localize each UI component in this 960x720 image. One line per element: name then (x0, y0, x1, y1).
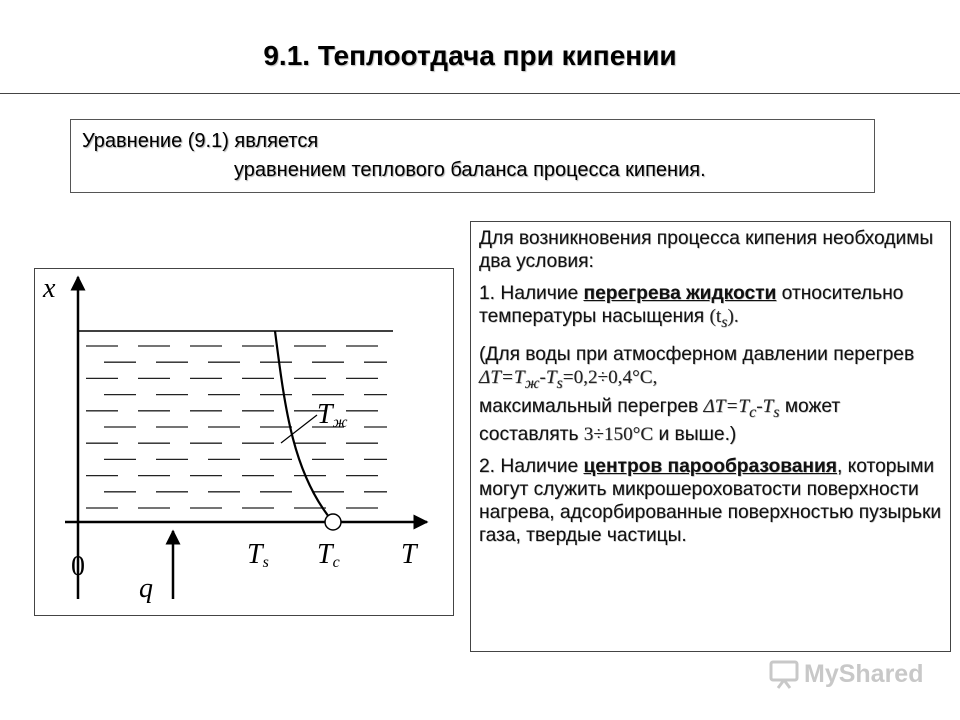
origin-label: 0 (71, 551, 85, 582)
conditions-intro: Для возникновения процесса кипения необходимы два условия: (479, 228, 934, 272)
equation-box (70, 119, 875, 193)
wall-temperature-point (325, 514, 341, 530)
ts-label: $T_s$ (247, 539, 269, 571)
myshared-watermark[interactable] (768, 654, 923, 694)
water-superheat-note: (Для воды при атмосферном давлении перегрев $\Delta T=T_ж-T_s=0,2\div 0,4^\circ C$, максимальный перегрев $\Delta T=T_c-T_s$ может составлять 3÷150°C и выше.) (479, 343, 915, 446)
presentation-board-icon (768, 658, 800, 690)
tliq-leader-line (281, 415, 317, 443)
condition-1: 1. Наличие перегрева жидкости относительно температуры насыщения $(t_s)$. (479, 283, 904, 331)
title-divider (0, 93, 960, 94)
slide-title: 9.1. Теплоотдача при кипении (263, 40, 677, 71)
axis-x-label: x (43, 273, 56, 304)
heat-flux-label: q (139, 573, 153, 604)
condition-2-highlight: центров парообразования (583, 456, 837, 478)
axis-t-label: T (401, 539, 417, 570)
equation-box-line-1: Уравнение (9.1) является (82, 130, 319, 152)
tliq-label: $T_ж$ (317, 399, 348, 431)
equation-box-line-2: уравнением теплового баланса процесса кипения. (234, 159, 706, 181)
boiling-diagram (34, 268, 454, 616)
boiling-conditions-box (470, 221, 951, 652)
condition-2: 2. Наличие центров парообразования, которыми могут служить микрошероховатости поверхности нагрева, адсорбированные поверхностью пузырьки газа, твердые частицы. (479, 456, 942, 547)
condition-1-highlight: перегрева жидкости (583, 283, 777, 304)
tc-label: $T_c$ (317, 539, 340, 571)
watermark-text: MyShared (804, 659, 924, 688)
boiling-diagram-graphic (35, 269, 455, 617)
